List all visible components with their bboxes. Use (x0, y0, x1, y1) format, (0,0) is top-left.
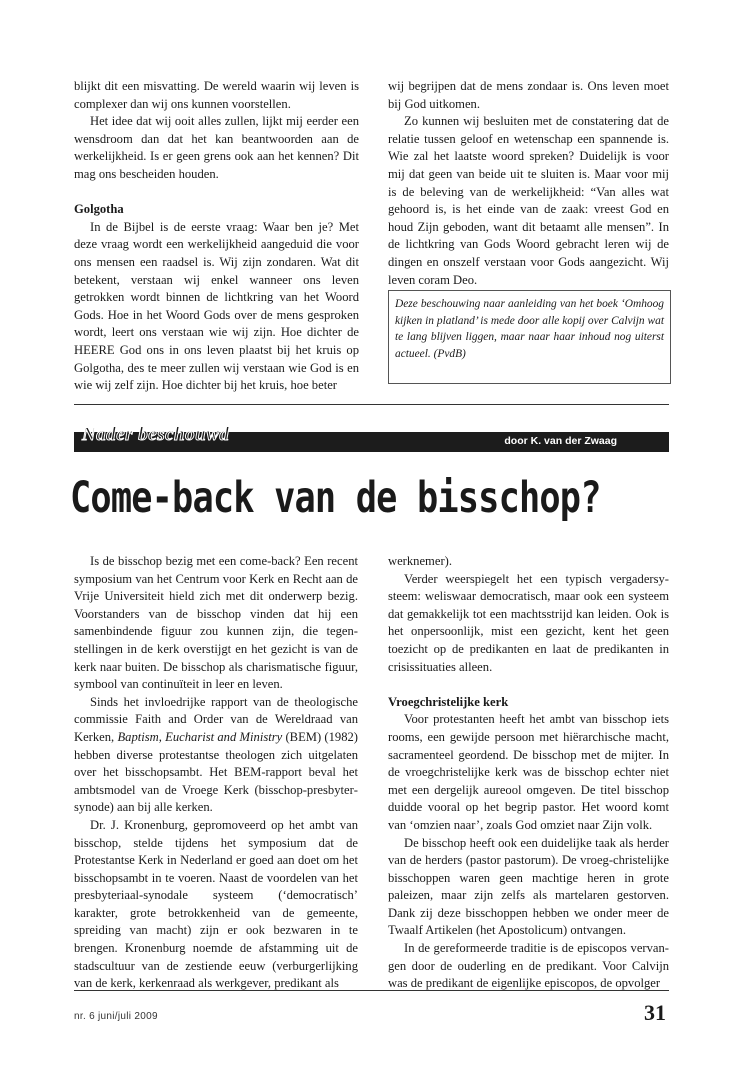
section-heading-golgotha: Golgotha (74, 202, 124, 217)
article-headline: Come-back van de bisschop? (70, 473, 601, 523)
article-left-column (74, 553, 358, 993)
book-title: Baptism, Eucharist and Ministry (117, 729, 283, 744)
text-span: Sinds het invloedrijke rapport van de theologische commissie Faith and Order van de Wereldraad van Kerken, (74, 694, 358, 744)
top-right-column (388, 78, 669, 289)
paragraph: werknemer). (388, 554, 452, 568)
divider (74, 404, 669, 405)
section-banner (74, 424, 669, 452)
article-right-column (388, 553, 669, 993)
paragraph: wij begrijpen dat de mens zondaar is. Ons leven moet bij God uitkomen. (388, 79, 669, 111)
paragraph: In de gereformeerde traditie is de episcopos vervangen door de ouderling en de predikant. Voor Calvijn was de predikant de eigenlijke episcopos, de opvolger (388, 941, 669, 991)
editor-note-box (388, 290, 671, 384)
paragraph: blijkt dit een misvatting. De wereld waarin wij leven is complexer dan wij ons kunnen voorstellen. (74, 79, 359, 111)
paragraph: Is de bisschop bezig met een come-back? Een recent symposium van het Centrum voor Kerk en Recht aan de Vrije Universiteit hield zich met dit onderwerp bezig. Voorstanders van de bisschop vinden dat hij een samenbindende figuur zou kunnen zijn, die tegenstellingen in de kerk overstijgt en het gezicht is van de kerk naar buiten. De bisschop als charismatische figuur, symbool van continuïteit in leer en leven. (74, 554, 358, 692)
paragraph: Verder weerspiegelt het een typisch vergadersysteem: weliswaar democratisch, maar ook een systeem dat gemakkelijk tot een machtsstrijd kan leiden. Ook is het onpersoonlijk, mist een gezicht, kent het geen toezicht op de predikanten en laat de predikanten in crisissituaties alleen. (388, 571, 669, 674)
top-left-column (74, 78, 359, 395)
page-number: 31 (644, 1000, 666, 1025)
paragraph: Dr. J. Kronenburg, gepromoveerd op het ambt van bisschop, stelde tijdens het symposium dat de Protestantse Kerk in Nederland er goed aan doet om het bisschopsambt in te voeren. Naast de voordelen van het presbyteriaal-synodale systeem (‘democratisch’ karakter, grote betrokkenheid van de gemeente, spreiding van macht) zijn er ook bezwaren in te brengen. Kronenburg noemde de afstamming uit de stadscultuur van de zestiende eeuw (verburgerlijking van de kerk, kerkenraad als werkgever, predikant als (74, 817, 358, 991)
footer-divider (74, 990, 669, 991)
section-title: Nader beschouwd (82, 424, 230, 445)
issue-info: nr. 6 juni/juli 2009 (74, 1011, 158, 1022)
paragraph: De bisschop heeft ook een duidelijke taak als herder van de herders (pastor pastorum). De vroeg-christelijke bisschoppen waren geen machtige heren in grote paleizen, maar zijn zelfs als martelaren gestorven. Dank zij deze bisschoppen hebben we onder meer de Twaalf Artikelen (het Apostolicum) ontvangen. (388, 835, 669, 938)
paragraph: In de Bijbel is de eerste vraag: Waar ben je? Met deze vraag wordt een werkelijkheid aangeduid die voor ons mensen een raadsel is. Wij zijn zondaren. Wat dit betekent, verstaan wij enkel wanneer ons leven getrokken wordt binnen de lichtkring van het Woord Gods. Hoe in het Woord Gods over de mens gesproken wordt, leert ons verstaan wie wij zijn. Hoe dichter de HEERE God ons in ons leven plaatst bij het kruis op Golgotha, des te meer zullen wij verstaan wie God is en wie wij zelf zijn. Hoe dichter bij het kruis, hoe beter (74, 219, 359, 393)
paragraph (74, 694, 358, 817)
paragraph: Voor protestanten heeft het ambt van bisschop iets rooms, een gewijde persoon met hiërarchische macht, sacramenteel geordend. De bisschop met de mijter. In de vroegchristelijke kerk was de bisschop echter niet met een dergelijk aureool omgeven. De titel bisschop duidde vooral op het begrip pastor. Het woord komt van ‘omzien naar’, zoals God omziet naar Zijn volk. (388, 712, 669, 832)
section-heading-vroegchristelijke-kerk: Vroegchristelijke kerk (388, 694, 509, 709)
paragraph: Zo kunnen wij besluiten met de constatering dat de relatie tussen geloof en wetenschap een spannende is. Wie zal het laatste woord spreken? Duidelijk is voor mij dat geen van beide uit te sluiten is. Maar voor mij is de beleving van de werkelijkheid: “Van alles wat gehoord is, is het einde van de zaak: vreest God en houd Zijn geboden, want dit betaamt alle mensen”. In de lichtkring van Gods Woord gebracht leren wij de dingen en onszelf verstaan voor Gods aangezicht. Wij leven coram Deo. (388, 114, 669, 287)
paragraph: Het idee dat wij ooit alles zullen, lijkt mij eerder een wensdroom dan dat het kan beantwoorden aan de werkelijkheid. Is er geen grens ook aan het kennen? Dit mag ons bescheiden houden. (74, 114, 359, 181)
editor-note-text: Deze beschouwing naar aanleiding van het boek ‘Omhoog kijken in platland’ is mede door alle kopij over Calvijn wat te lang blijven liggen, maar naar haar inhoud nog uiterst actueel. (PvdB) (395, 298, 664, 360)
text-span: (BEM) (1982) hebben diverse protestantse theologen zich uitgelaten over het bisschopsambt. Het BEM-rapport beval het ambtsmodel van de Vroege Kerk (bisschop-presbytersynode) aan bij alle kerken. (74, 729, 358, 815)
author-byline: door K. van der Zwaag (504, 435, 617, 447)
